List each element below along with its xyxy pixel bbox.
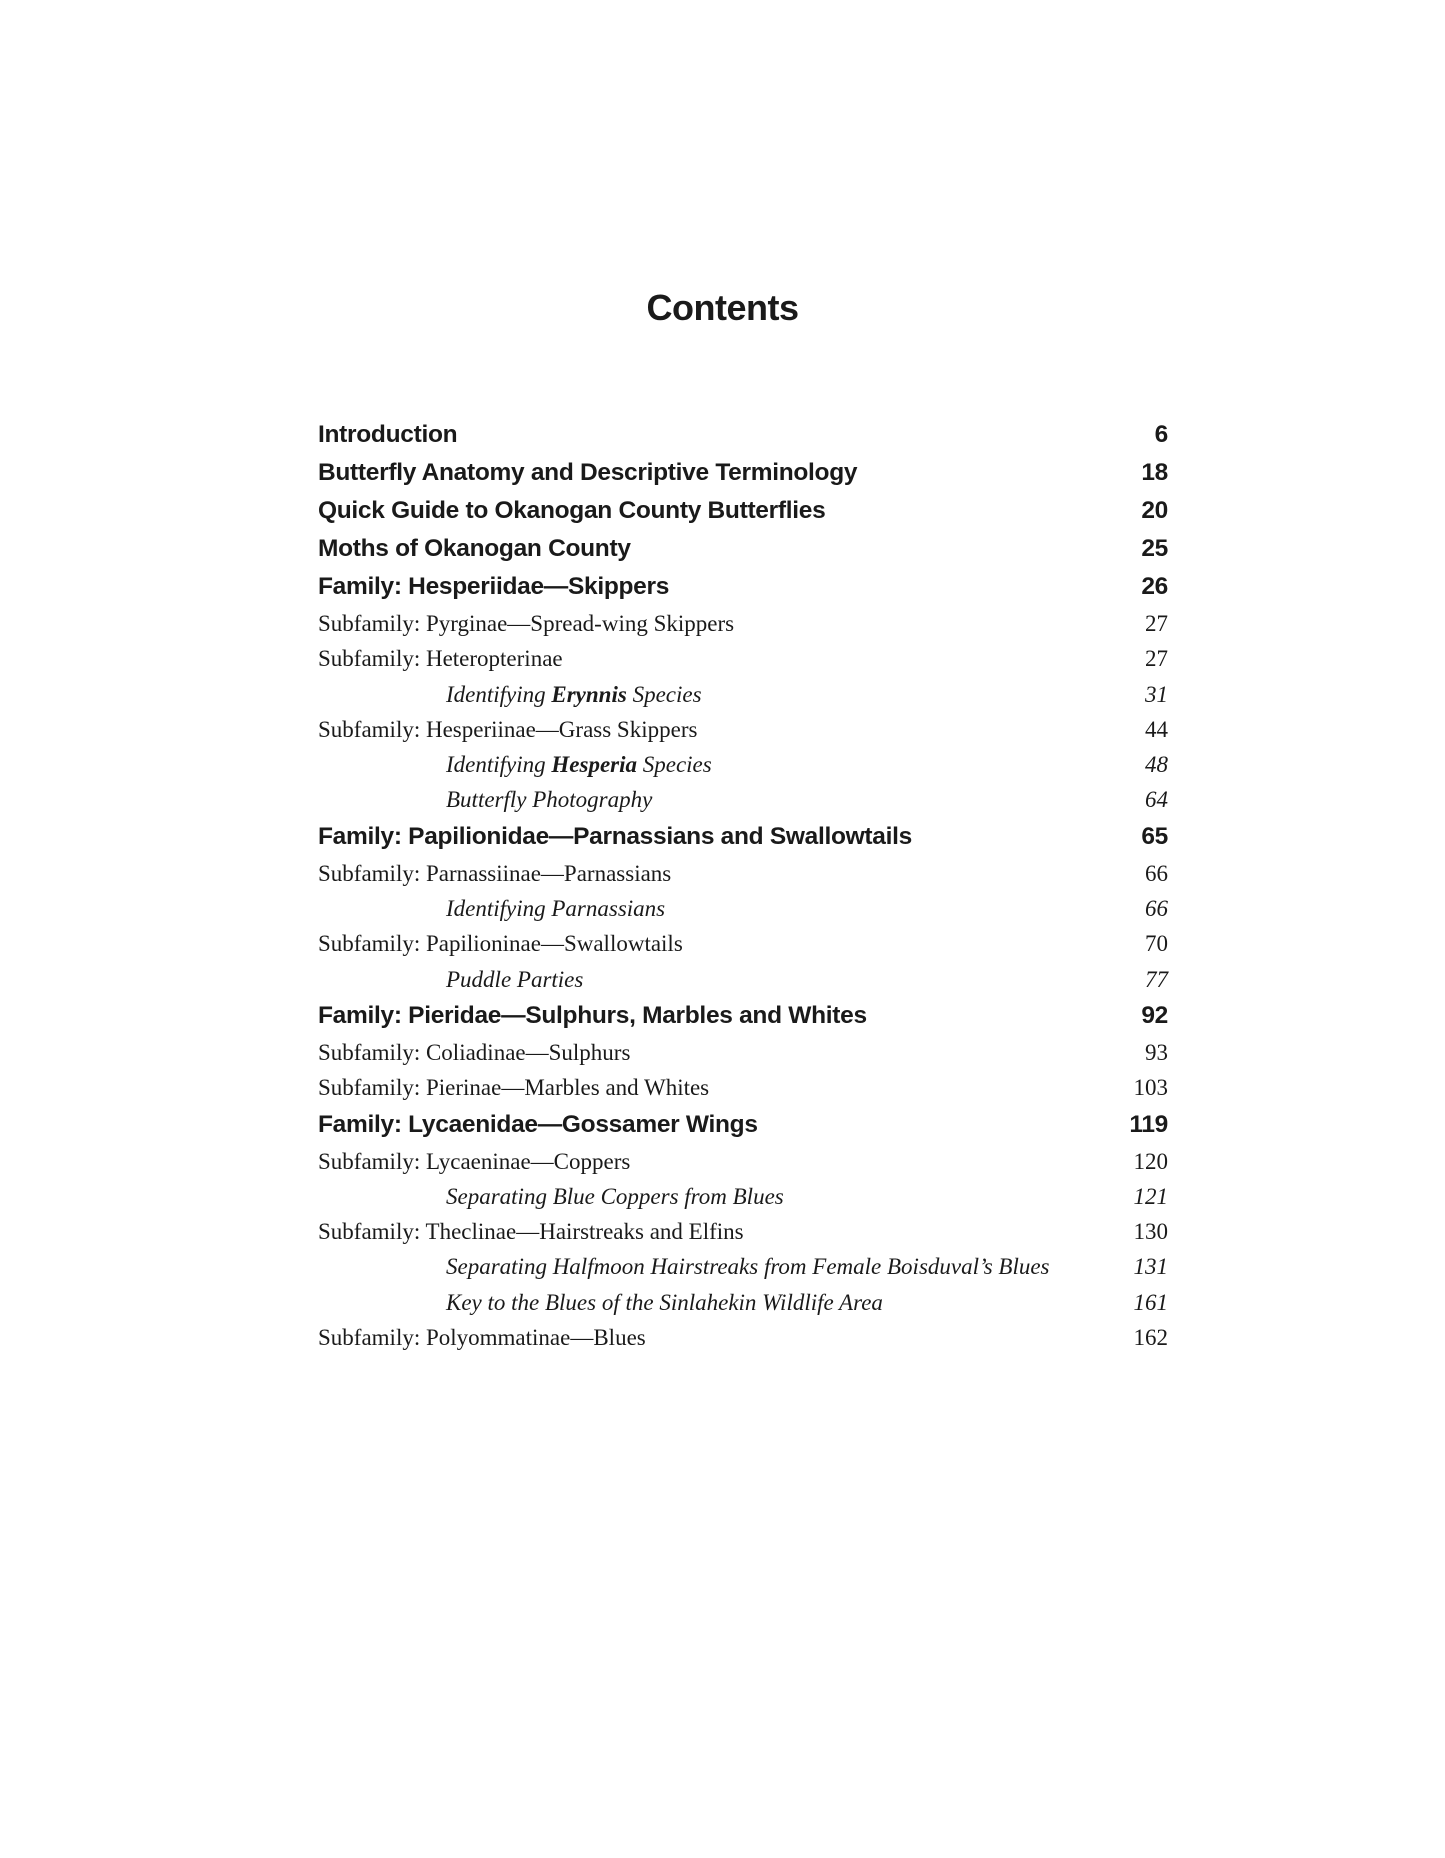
toc-entry-page-number: 31 xyxy=(1145,681,1168,707)
toc-entry-page-number: 93 xyxy=(1145,1039,1168,1065)
toc-entry-topic[interactable] xyxy=(318,1249,1168,1284)
toc-entry-page-number: 48 xyxy=(1145,752,1168,778)
toc-entry-subfamily[interactable] xyxy=(318,1070,1168,1105)
toc-entry-page-number: 161 xyxy=(1133,1289,1168,1315)
toc-entry-page-number: 18 xyxy=(1141,459,1168,486)
toc-entry-label: Subfamily: Coliadinae—Sulphurs xyxy=(318,1039,631,1065)
toc-entry-page-number: 27 xyxy=(1145,646,1168,672)
toc-entry-page-number: 119 xyxy=(1129,1110,1168,1138)
toc-entry-label: Subfamily: Papilioninae—Swallowtails xyxy=(318,931,683,957)
toc-entry-label: Puddle Parties xyxy=(446,966,584,992)
toc-entry-page-number: 103 xyxy=(1133,1075,1168,1101)
toc-entry-label: Butterfly Photography xyxy=(446,787,653,813)
toc-entry-topic[interactable] xyxy=(318,782,1168,817)
toc-entry-label: Quick Guide to Okanogan County Butterflies xyxy=(318,497,826,524)
toc-entry-section[interactable] xyxy=(318,568,1168,606)
toc-entry-topic[interactable] xyxy=(318,677,1168,712)
toc-entry-label: Subfamily: Parnassiinae—Parnassians xyxy=(318,860,672,886)
toc-entry-label: Key to the Blues of the Sinlahekin Wildlife Area xyxy=(446,1289,883,1315)
toc-entry-page-number: 131 xyxy=(1133,1254,1168,1280)
toc-entry-label-pre: Identifying xyxy=(446,681,552,707)
toc-entry-page-number: 121 xyxy=(1133,1183,1168,1209)
toc-entry-topic[interactable] xyxy=(318,1179,1168,1214)
toc-entry-label xyxy=(318,747,712,782)
toc-entry-label: Family: Pieridae—Sulphurs, Marbles and Whites xyxy=(318,1001,867,1029)
toc-entry-page-number: 65 xyxy=(1141,822,1168,850)
toc-entry-section[interactable] xyxy=(318,818,1168,856)
toc-entry-section[interactable] xyxy=(318,530,1168,568)
toc-entry-topic[interactable] xyxy=(318,962,1168,997)
toc-entry-topic[interactable] xyxy=(318,891,1168,926)
toc-entry-section[interactable] xyxy=(318,454,1168,492)
toc-entry-subfamily[interactable] xyxy=(318,1214,1168,1249)
toc-entry-subfamily[interactable] xyxy=(318,606,1168,641)
toc-entry-label: Family: Lycaenidae—Gossamer Wings xyxy=(318,1110,758,1138)
table-of-contents xyxy=(318,416,1168,1355)
toc-entry-subfamily[interactable] xyxy=(318,712,1168,747)
toc-entry-label-genus: Hesperia xyxy=(551,752,637,778)
toc-entry-page-number: 66 xyxy=(1145,896,1168,922)
toc-entry-label: Family: Hesperiidae—Skippers xyxy=(318,573,670,600)
toc-entry-label: Butterfly Anatomy and Descriptive Terminology xyxy=(318,459,858,486)
toc-entry-label-genus: Erynnis xyxy=(551,681,627,707)
toc-entry-page-number: 77 xyxy=(1145,966,1168,992)
toc-entry-page-number: 44 xyxy=(1145,716,1168,742)
toc-entry-subfamily[interactable] xyxy=(318,1320,1168,1355)
toc-entry-section[interactable] xyxy=(318,416,1168,454)
toc-entry-page-number: 162 xyxy=(1133,1325,1168,1351)
toc-entry-page-number: 64 xyxy=(1145,787,1168,813)
toc-entry-page-number: 25 xyxy=(1141,535,1168,562)
toc-entry-subfamily[interactable] xyxy=(318,926,1168,961)
toc-entry-label: Subfamily: Theclinae—Hairstreaks and Elfins xyxy=(318,1219,744,1245)
toc-entry-page-number: 26 xyxy=(1141,573,1168,600)
toc-entry-page-number: 130 xyxy=(1133,1219,1168,1245)
toc-entry-label: Subfamily: Hesperiinae—Grass Skippers xyxy=(318,716,698,742)
toc-entry-label: Separating Halfmoon Hairstreaks from Female Boisduval’s Blues xyxy=(446,1254,1050,1280)
toc-entry-label: Introduction xyxy=(318,421,458,448)
toc-entry-page-number: 66 xyxy=(1145,860,1168,886)
toc-entry-page-number: 120 xyxy=(1133,1148,1168,1174)
toc-entry-page-number: 6 xyxy=(1154,421,1168,448)
toc-entry-label: Subfamily: Pyrginae—Spread-wing Skippers xyxy=(318,611,735,636)
toc-entry-label: Subfamily: Polyommatinae—Blues xyxy=(318,1325,646,1351)
page-title: Contents xyxy=(646,287,799,328)
toc-entry-label-post: Species xyxy=(637,752,712,778)
toc-entry-subfamily[interactable] xyxy=(318,856,1168,891)
toc-entry-label-pre: Identifying xyxy=(446,752,552,778)
toc-entry-subfamily[interactable] xyxy=(318,1035,1168,1070)
toc-entry-page-number: 70 xyxy=(1145,931,1168,957)
toc-entry-page-number: 92 xyxy=(1141,1001,1168,1029)
toc-entry-label: Subfamily: Lycaeninae—Coppers xyxy=(318,1148,631,1174)
toc-entry-section[interactable] xyxy=(318,492,1168,530)
toc-entry-subfamily[interactable] xyxy=(318,641,1168,676)
toc-entry-label: Identifying Parnassians xyxy=(446,896,666,922)
toc-entry-topic[interactable] xyxy=(318,747,1168,782)
toc-entry-section[interactable] xyxy=(318,997,1168,1035)
toc-entry-label xyxy=(318,677,702,712)
toc-entry-section[interactable] xyxy=(318,1106,1168,1144)
toc-entry-page-number: 20 xyxy=(1141,497,1168,524)
toc-entry-label: Subfamily: Heteropterinae xyxy=(318,646,563,672)
toc-entry-label: Subfamily: Pierinae—Marbles and Whites xyxy=(318,1075,710,1101)
toc-entry-page-number: 27 xyxy=(1145,611,1168,636)
toc-entry-label: Moths of Okanogan County xyxy=(318,535,631,562)
toc-entry-label-post: Species xyxy=(626,681,702,707)
toc-entry-label: Separating Blue Coppers from Blues xyxy=(446,1183,784,1209)
toc-entry-subfamily[interactable] xyxy=(318,1144,1168,1179)
toc-entry-topic[interactable] xyxy=(318,1285,1168,1320)
toc-entry-label: Family: Papilionidae—Parnassians and Swallowtails xyxy=(318,822,912,850)
